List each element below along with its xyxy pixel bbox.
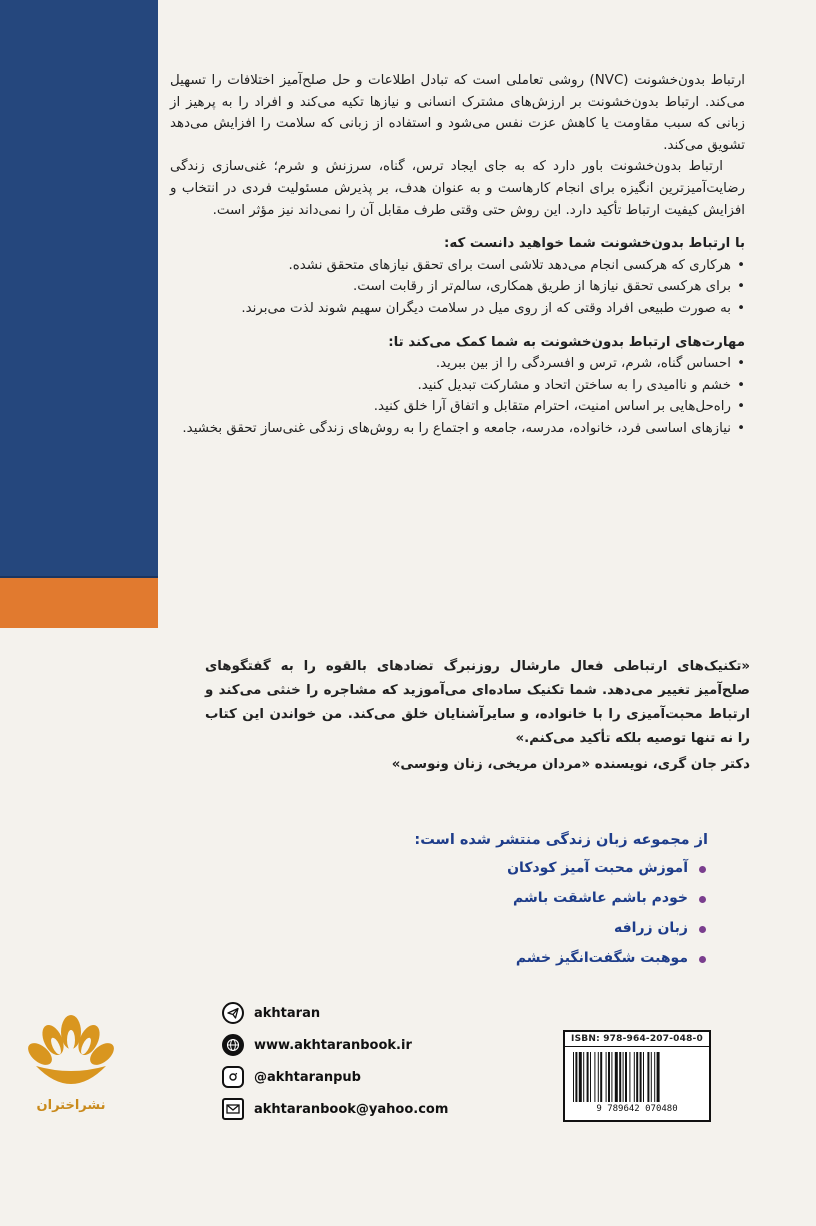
list-item: • هرکاری که هرکسی انجام می‌دهد تلاشی است برای تحقق نیازهای متحقق نشده. [170,255,745,277]
intro-paragraph-2: ارتباط بدون‌خشونت باور دارد که به جای ایجاد ترس، گناه، سرزنش و شرم؛ غنی‌سازی زندگی رضایت‌آمیزترین انگیزه برای انجام کارهاست و به عنوان هدف، بر پذیرش مسئولیت فردی در انتخاب و افزایش کیفیت ارتباط تأکید دارد. این روش حتی وقتی طرف مقابل آن را نمی‌داند نیز مؤثر است. [170,159,745,218]
section1-list [170,255,745,320]
contact-text: www.akhtaranbook.ir [254,1037,412,1053]
endorsement-quote [205,655,750,777]
contact-website[interactable] [222,1030,522,1060]
contact-text: akhtaranbook@yahoo.com [254,1101,449,1117]
globe-icon [222,1034,244,1056]
list-item: • نیازهای اساسی فرد، خانواده، مدرسه، جامعه و اجتماع را به روش‌های زندگی غنی‌ساز تحقق بخشید. [170,418,745,440]
isbn-barcode [563,1030,711,1122]
contact-instagram[interactable] [222,1062,522,1092]
cover-orange-band [0,578,158,628]
list-item: • برای هرکسی تحقق نیازها از طریق همکاری، سالم‌تر از رقابت است. [170,276,745,298]
series-title: از مجموعه زبان زندگی منتشر شده است: [414,832,708,848]
contact-telegram[interactable] [222,998,522,1028]
isbn-label: ISBN: 978-964-207-048-0 [565,1032,709,1047]
publisher-name: نشراختران [36,1098,106,1113]
series-item: زبان زرافه [288,920,708,950]
series-list [288,832,708,980]
barcode-number: 9 789642 070480 [596,1104,678,1114]
section1-heading: با ارتباط بدون‌خشونت شما خواهید دانست که: [444,236,745,252]
series-item: آموزش محبت آمیز کودکان [288,860,708,890]
contact-text: @akhtaranpub [254,1069,361,1085]
list-item: • خشم و ناامیدی را به ساختن اتحاد و مشارکت تبدیل کنید. [170,375,745,397]
instagram-icon [222,1066,244,1088]
back-cover-text [170,70,745,440]
intro-paragraph-1: ارتباط بدون‌خشونت (NVC) روشی تعاملی است که تبادل اطلاعات و حل صلح‌آمیز اختلافات را تسهیل می‌کند. ارتباط بدون‌خشونت بر ارزش‌های مشترک انسانی و نیازها تکیه می‌کند و افراد را به پرهیز از زبانی که سبب مقاومت یا کاهش عزت نفس می‌شود و استفاده از زبانی که سلامت را افزایش می‌دهد تشویق می‌کند. [170,73,746,153]
flower-logo-icon [26,1010,116,1098]
list-item: • به صورت طبیعی افراد وقتی که از روی میل در سلامت دیگران سهیم شوند لذت می‌برند. [170,298,745,320]
contact-list [222,998,522,1126]
series-item: خودم باشم عاشقت باشم [288,890,708,920]
section2-heading: مهارت‌های ارتباط بدون‌خشونت به شما کمک می‌کند تا: [388,334,745,350]
email-icon [222,1098,244,1120]
publisher-logo [26,1010,116,1120]
section2-list [170,353,745,439]
list-item: • احساس گناه، شرم، ترس و افسردگی را از بین ببرید. [170,353,745,375]
contact-text: akhtaran [254,1005,321,1021]
series-item: موهبت شگفت‌انگیز خشم [288,950,708,980]
quote-attribution: دکتر جان گری، نویسنده «مردان مریخی، زنان ونوسی» [391,757,750,772]
list-item: • راه‌حل‌هایی بر اساس امنیت، احترام متقابل و اتفاق آرا خلق کنید. [170,396,745,418]
cover-blue-band [0,0,158,578]
telegram-icon [222,1002,244,1024]
quote-text: «تکنیک‌های ارتباطی فعال مارشال روزنبرگ تضادهای بالقوه را به گفتگوهای صلح‌آمیز تغییر می‌دهد. شما تکنیک ساده‌ای می‌آموزید که مشاجره را خنثی می‌کند و ارتباط محبت‌آمیزی را با خانواده، و سایرآشنایان خلق می‌کند. من خواندن این کتاب را نه تنها توصیه بلکه تأکید می‌کنم.» [205,659,750,746]
contact-email[interactable] [222,1094,522,1124]
barcode-icon [571,1050,707,1104]
